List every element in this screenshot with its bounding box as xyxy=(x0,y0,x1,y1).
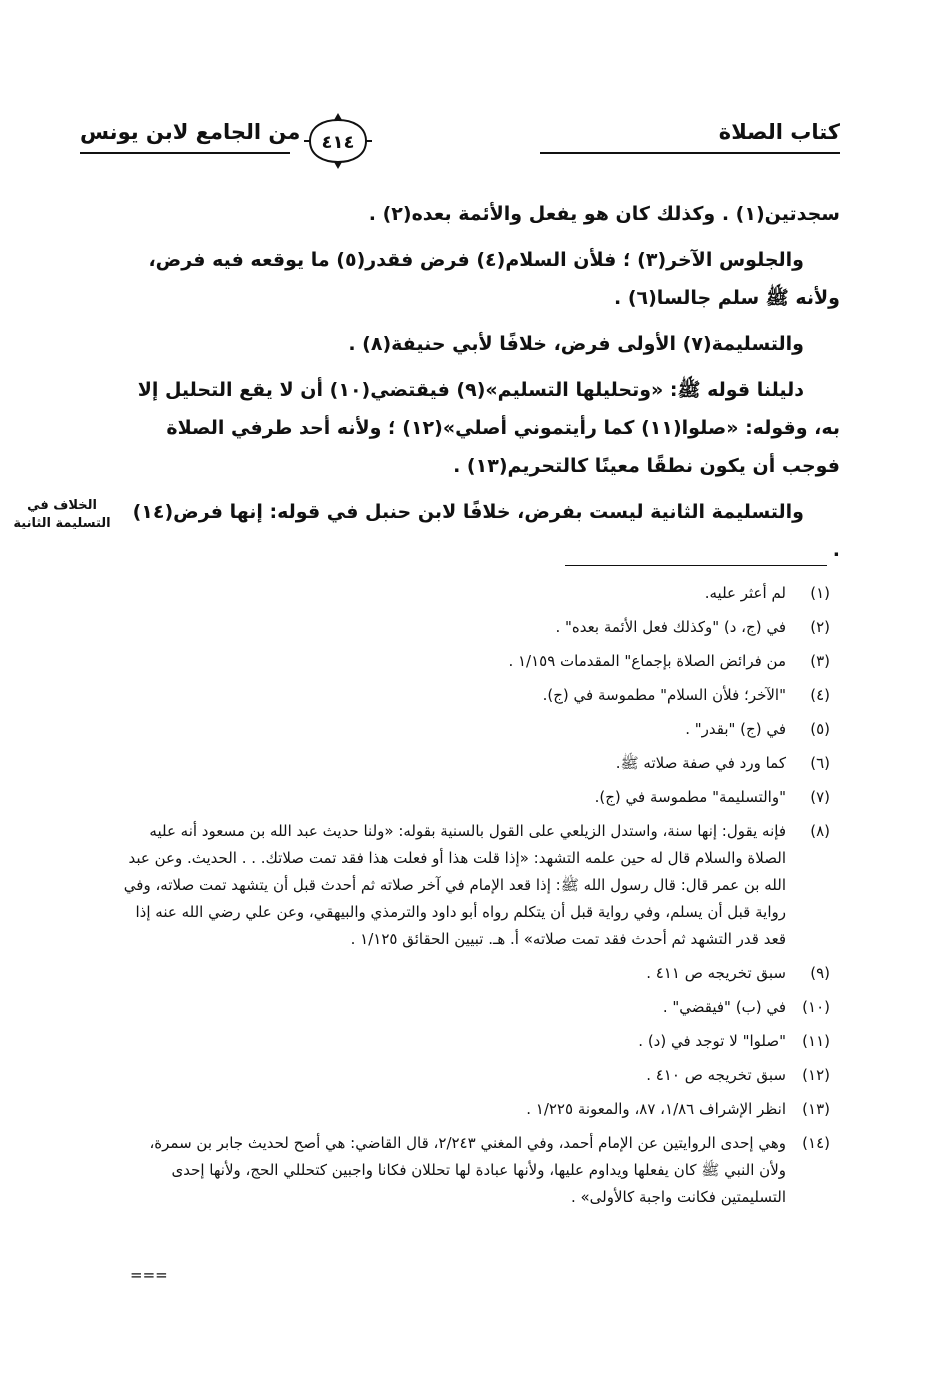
footnote-text: "صلوا" لا توجد في (د) . xyxy=(638,1032,786,1050)
header-rule-right xyxy=(540,152,840,154)
footnote-number: (٩) xyxy=(810,964,830,982)
footnote xyxy=(120,784,830,811)
source-title: من الجامع لابن يونس xyxy=(80,120,301,144)
paragraph: والجلوس الآخر(٣) ؛ فلأن السلام(٤) فرض فقدر(٥) ما يوقعه فيه فرض، ولأنه ﷺ سلم جالسا(٦) . xyxy=(148,249,840,309)
main-text xyxy=(120,195,840,577)
continuation-mark: === xyxy=(130,1266,168,1284)
footnote-text: سبق تخريجه ص ٤١١ . xyxy=(646,964,786,982)
footnote-text: لم أعثر عليه. xyxy=(704,584,786,602)
page-number-ornament xyxy=(300,112,376,170)
footnote-number: (١٤) xyxy=(802,1134,830,1152)
footnote xyxy=(120,716,830,743)
footnote xyxy=(120,580,830,607)
footnote xyxy=(120,614,830,641)
footnote xyxy=(120,818,830,953)
footnotes xyxy=(120,580,830,1218)
footnote-text: في (ج، د) "وكذلك فعل الأئمة بعده" . xyxy=(555,618,786,636)
header-rule-left xyxy=(80,152,290,154)
running-header xyxy=(80,118,840,158)
footnote xyxy=(120,1028,830,1055)
footnote-number: (١١) xyxy=(802,1032,830,1050)
footnote xyxy=(120,994,830,1021)
footnote-text: كما ورد في صفة صلاته ﷺ. xyxy=(615,754,786,772)
footnote-text: "والتسليمة" مطموسة في (ج). xyxy=(594,788,786,806)
footnote-number: (٣) xyxy=(810,652,830,670)
page-number: ٤١٤ xyxy=(321,132,355,153)
footnote-text: انظر الإشراف ١/٨٦، ٨٧، والمعونة ١/٢٢٥ . xyxy=(526,1100,786,1118)
footnote-text: في (ب) "فيقضي" . xyxy=(662,998,786,1016)
footnote-number: (١٠) xyxy=(802,998,830,1016)
footnote xyxy=(120,750,830,777)
book-title: كتاب الصلاة xyxy=(718,120,840,144)
footnote xyxy=(120,682,830,709)
footnote-number: (٤) xyxy=(810,686,830,704)
footnote-text: فإنه يقول: إنها سنة، واستدل الزيلعي على القول بالسنية بقوله: «ولنا حديث عبد الله بن مسعود أنه عليه الصلاة والسلام قال له حين علمه التشهد: «إذا قلت هذا أو فعلت هذا فقد تمت صلاتك. . . الحديث. وعن عبد الله بن عمر قال: قال رسول الله ﷺ: إذا قعد الإمام في آخر صلاته ثم أحدث قبل أن يتشهد تمت صلاته، وفي رواية قبل أن يسلم، وفي رواية قبل أن يتكلم رواه أبو داود والترمذي والبيهقي، وعن علي رضي الله عنه إذا قعد قدر التشهد ثم أحدث فقد تمت صلاته» أ. هـ. تبيين الحقائق ١/١٢٥ . xyxy=(123,822,786,948)
paragraph: والتسليمة(٧) الأولى فرض، خلافًا لأبي حنيفة(٨) . xyxy=(348,333,804,355)
footnote-text: من فرائض الصلاة بإجماع" المقدمات ١/١٥٩ . xyxy=(508,652,786,670)
paragraph: دليلنا قوله ﷺ: «وتحليلها التسليم»(٩) فيقتضي(١٠) أن لا يقع التحليل إلا به، وقوله: «صلوا(١١) كما رأيتموني أصلي»(١٢) ؛ ولأنه أحد طرفي الصلاة فوجب أن يكون نطقًا معينًا كالتحريم(١٣) . xyxy=(137,379,840,477)
margin-note: الخلاف في التسليمة الثانية xyxy=(13,498,111,531)
footnote-number: (١٢) xyxy=(802,1066,830,1084)
footnote xyxy=(120,1096,830,1123)
footnote-number: (٥) xyxy=(810,720,830,738)
paragraph: سجدتين(١) . وكذلك كان هو يفعل والأئمة بعده(٢) . xyxy=(368,203,840,225)
footnote xyxy=(120,1062,830,1089)
paragraph: والتسليمة الثانية ليست بفرض، خلافًا لابن حنبل في قوله: إنها فرض(١٤) . xyxy=(132,501,840,561)
footnote-number: (٦) xyxy=(810,754,830,772)
footnote-number: (٢) xyxy=(810,618,830,636)
footnote xyxy=(120,648,830,675)
footnote xyxy=(120,1130,830,1211)
footnote-number: (٧) xyxy=(810,788,830,806)
footnote-text: في (ج) "بقدر" . xyxy=(685,720,786,738)
footnote-number: (١) xyxy=(810,584,830,602)
footnote-number: (٨) xyxy=(810,822,830,840)
footnote-text: سبق تخريجه ص ٤١٠ . xyxy=(646,1066,786,1084)
footnote xyxy=(120,960,830,987)
footnote-separator xyxy=(565,565,827,566)
footnote-number: (١٣) xyxy=(802,1100,830,1118)
footnote-text: وهي إحدى الروايتين عن الإمام أحمد، وفي المغني ٢/٢٤٣، قال القاضي: هي أصح لحديث جابر بن سمرة، ولأن النبي ﷺ كان يفعلها ويداوم عليها، ولأنها عبادة لها تحللان فكانا واجبين كتحللي الحج، ولأنها إحدى التسليمتين فكانت واجبة كالأولى» . xyxy=(149,1134,786,1206)
footnote-text: "الآخر؛ فلأن السلام" مطموسة في (ج). xyxy=(542,686,786,704)
